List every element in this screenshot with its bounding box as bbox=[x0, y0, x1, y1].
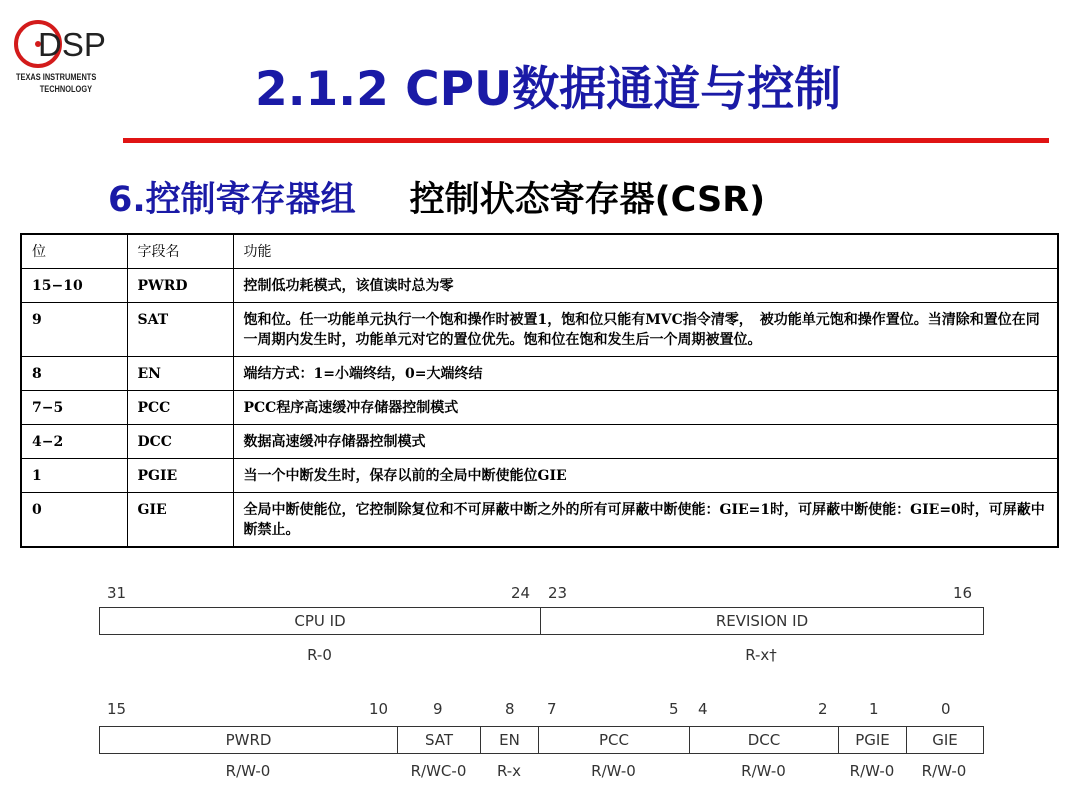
bit-label: 31 bbox=[107, 584, 127, 602]
cell-bit: 8 bbox=[21, 357, 127, 391]
field-pwrd: PWRD bbox=[100, 727, 398, 753]
section-heading: 6.控制寄存器组 bbox=[108, 180, 356, 220]
bit-label: 1 bbox=[869, 700, 879, 718]
table-row bbox=[21, 493, 1058, 548]
csr-field-table bbox=[20, 233, 1059, 548]
field-revision-id: REVISION ID bbox=[715, 612, 809, 630]
access-label: R-x† bbox=[745, 646, 777, 664]
cell-bit: 7−5 bbox=[21, 391, 127, 425]
cell-function: 全局中断使能位，它控制除复位和不可屏蔽中断之外的所有可屏蔽中断使能：GIE=1时，可屏蔽中断使能：GIE=0时，可屏蔽中断禁止。 bbox=[233, 493, 1058, 548]
bit-label: 23 bbox=[548, 584, 568, 602]
cell-function: 当一个中断发生时，保存以前的全局中断使能位GIE bbox=[233, 459, 1058, 493]
cell-field: PWRD bbox=[127, 269, 233, 303]
cell-function: 端结方式：1=小端终结，0=大端终结 bbox=[233, 357, 1058, 391]
access-label: R/W-0 bbox=[591, 762, 636, 780]
bit-label: 2 bbox=[818, 700, 828, 718]
field-pcc: PCC bbox=[539, 727, 690, 753]
access-label: R/WC-0 bbox=[410, 762, 467, 780]
bit-label: 0 bbox=[941, 700, 951, 718]
register-row-upper bbox=[99, 607, 984, 635]
bit-label: 8 bbox=[505, 700, 515, 718]
table-row bbox=[21, 303, 1058, 357]
field-en: EN bbox=[481, 727, 539, 753]
logo-line-1: TEXAS INSTRUMENTS bbox=[16, 72, 97, 83]
slide-title: 2.1.2 CPU数据通道与控制 bbox=[255, 62, 842, 117]
cell-field: PCC bbox=[127, 391, 233, 425]
bit-label: 7 bbox=[547, 700, 557, 718]
cell-field: GIE bbox=[127, 493, 233, 548]
table-row bbox=[21, 391, 1058, 425]
logo-line-2: TECHNOLOGY bbox=[39, 84, 93, 95]
header-field-name: 字段名 bbox=[127, 234, 233, 269]
table-row bbox=[21, 459, 1058, 493]
table-row bbox=[21, 425, 1058, 459]
bit-label: 24 bbox=[511, 584, 531, 602]
bit-label: 5 bbox=[669, 700, 679, 718]
bit-label: 9 bbox=[433, 700, 443, 718]
cell-bit: 4−2 bbox=[21, 425, 127, 459]
field-dcc: DCC bbox=[690, 727, 839, 753]
slide-subtitle bbox=[108, 172, 765, 222]
register-heading: 控制状态寄存器(CSR) bbox=[409, 180, 766, 220]
cell-field: DCC bbox=[127, 425, 233, 459]
cell-bit: 9 bbox=[21, 303, 127, 357]
field-pgie: PGIE bbox=[839, 727, 907, 753]
bit-label: 4 bbox=[698, 700, 708, 718]
bit-label: 15 bbox=[107, 700, 127, 718]
cell-field: SAT bbox=[127, 303, 233, 357]
field-gie: GIE bbox=[932, 731, 958, 749]
table-header-row bbox=[21, 234, 1058, 269]
cell-bit: 0 bbox=[21, 493, 127, 548]
cell-function: PCC程序高速缓冲存储器控制模式 bbox=[233, 391, 1058, 425]
title-divider bbox=[123, 138, 1049, 143]
header-bit: 位 bbox=[21, 234, 127, 269]
access-label: R/W-0 bbox=[225, 762, 271, 780]
bit-label: 10 bbox=[369, 700, 389, 718]
logo-mark: DSP bbox=[38, 26, 106, 63]
cell-function: 控制低功耗模式，该值读时总为零 bbox=[233, 269, 1058, 303]
cell-bit: 1 bbox=[21, 459, 127, 493]
access-label: R-x bbox=[496, 762, 522, 780]
dsp-logo bbox=[12, 14, 112, 104]
table-row bbox=[21, 357, 1058, 391]
access-label: R/W-0 bbox=[921, 762, 967, 780]
bit-label: 16 bbox=[953, 584, 973, 602]
register-row-lower bbox=[99, 726, 984, 754]
cell-field: PGIE bbox=[127, 459, 233, 493]
field-sat: SAT bbox=[398, 727, 481, 753]
access-label: R-0 bbox=[307, 646, 332, 664]
cell-bit: 15−10 bbox=[21, 269, 127, 303]
access-label: R/W-0 bbox=[849, 762, 895, 780]
table-row bbox=[21, 269, 1058, 303]
cell-function: 饱和位。任一功能单元执行一个饱和操作时被置1，饱和位只能有MVC指令清零， 被功能单元饱和操作置位。当清除和置位在同一周期内发生时，功能单元对它的置位优先。饱和位在饱和发生后一个周期被置位。 bbox=[233, 303, 1058, 357]
access-label: R/W-0 bbox=[741, 762, 786, 780]
cell-function: 数据高速缓冲存储器控制模式 bbox=[233, 425, 1058, 459]
field-cpu-id: CPU ID bbox=[100, 608, 541, 634]
header-function: 功能 bbox=[233, 234, 1058, 269]
cell-field: EN bbox=[127, 357, 233, 391]
